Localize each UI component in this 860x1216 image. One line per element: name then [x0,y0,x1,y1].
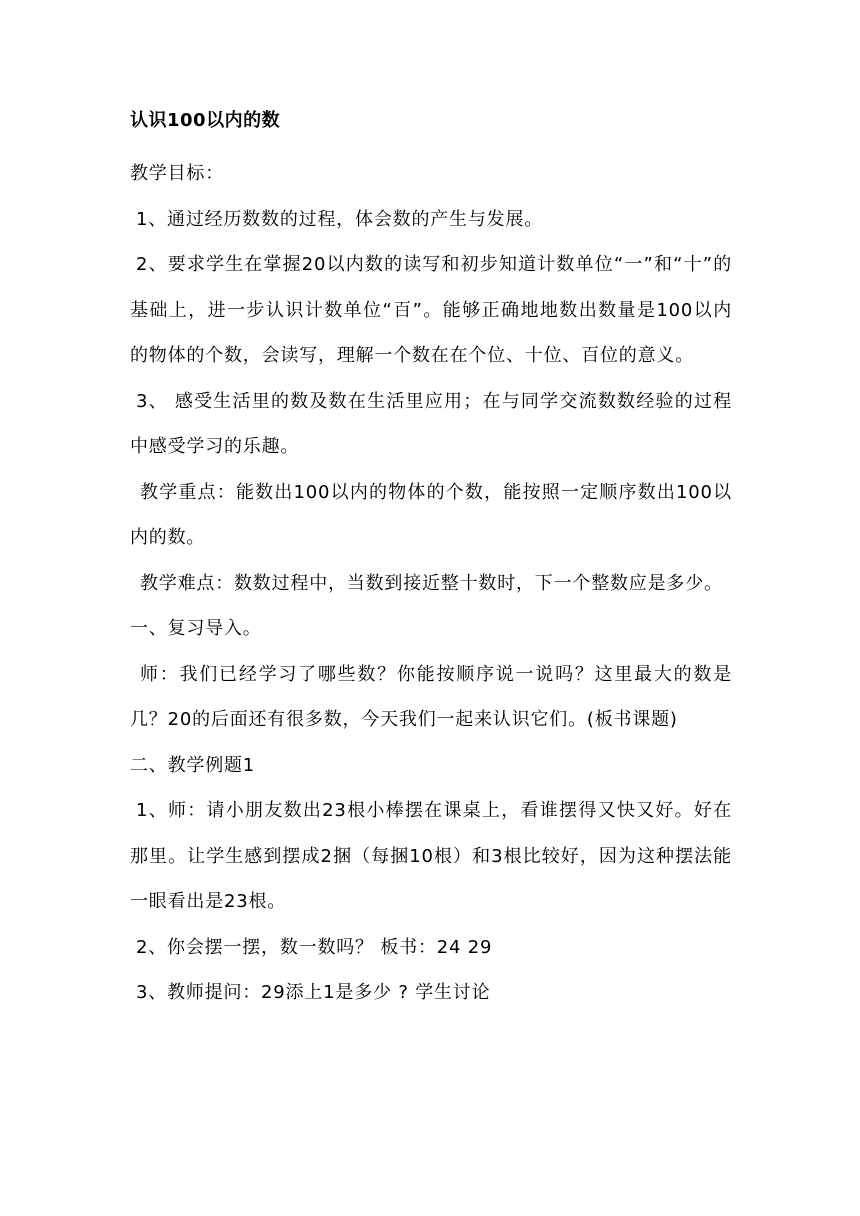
example-step-3: 3、教师提问：29添上1是多少 ? 学生讨论 [136,982,491,1003]
teacher-intro-paragraph: 师：我们已经学习了哪些数？你能按顺序说一说吗？这里最大的数是几？20的后面还有很多数，今天我们一起来认识它们。(板书课题) [130,663,732,730]
objective-item-2: 2、要求学生在掌握20以内数的读写和初步知道计数单位“一”和“十”的基础上，进一步认识计数单位“百”。能够正确地地数出数量是100以内的物体的个数，会读写，理解一个数在在个位、十位、百位的意义。 [130,254,732,366]
section-heading-example: 二、教学例题1 [130,754,256,776]
objective-item-1: 1、通过经历数数的过程，体会数的产生与发展。 [136,208,544,230]
objective-item-3: 3、 感受生活里的数及数在生活里应用；在与同学交流数数经验的过程中感受学习的乐趣。 [130,390,732,457]
section-heading-objectives: 教学目标： [130,163,224,184]
teaching-difficulty: 教学难点：数数过程中，当数到接近整十数时，下一个整数应是多少。 [140,572,723,594]
example-step-2: 2、你会摆一摆，数一数吗？ 板书：24 29 [136,936,493,958]
document-title: 认识100以内的数 [130,110,281,131]
section-heading-review: 一、复习导入。 [130,618,262,639]
teaching-focus: 教学重点：能数出100以内的物体的个数，能按照一定顺序数出100以内的数。 [130,481,732,548]
document-body [130,110,732,1016]
example-step-1: 1、师：请小朋友数出23根小棒摆在课桌上，看谁摆得又快又好。好在那里。让学生感到摆成2捆（每捆10根）和3根比较好，因为这种摆法能一眼看出是23根。 [130,800,732,912]
